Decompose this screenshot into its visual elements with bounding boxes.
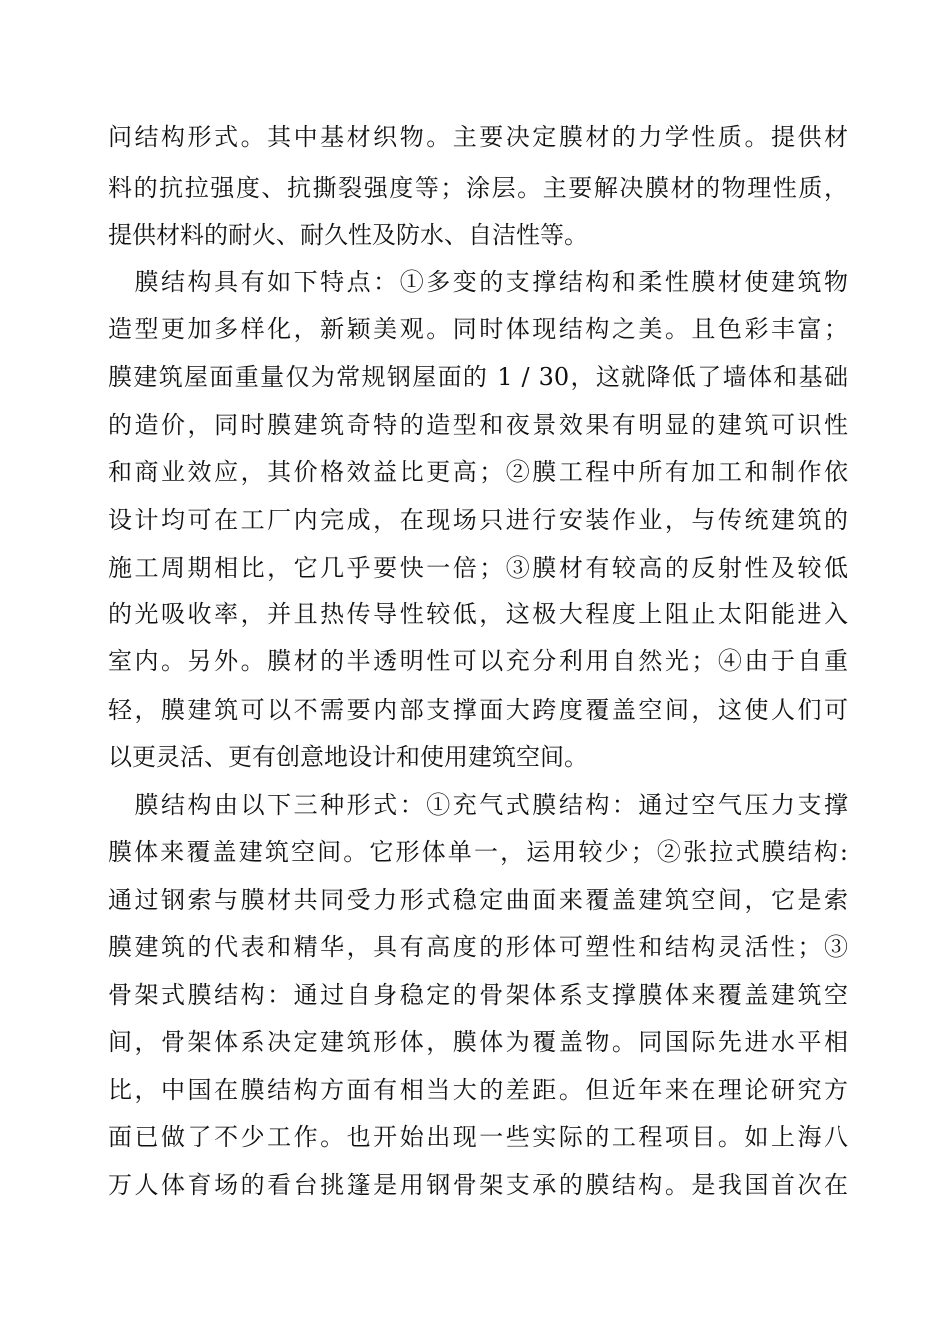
text-line: 万人体育场的看台挑篷是用钢骨架支承的膜结构。是我国首次在 <box>108 1171 848 1199</box>
text-line: 和商业效应，其价格效益比更高；②膜工程中所有加工和制作依 <box>108 458 848 486</box>
text-line: 的造价，同时膜建筑奇特的造型和夜景效果有明显的建筑可识性 <box>108 411 848 439</box>
text-line: 膜建筑屋面重量仅为常规钢屋面的 1 / 30，这就降低了墙体和基础 <box>108 363 848 391</box>
text-line: 以更灵活、更有创意地设计和使用建筑空间。 <box>108 743 588 771</box>
text-line: 料的抗拉强度、抗撕裂强度等；涂层。主要解决膜材的物理性质， <box>108 174 848 202</box>
text-line: 造型更加多样化，新颖美观。同时体现结构之美。且色彩丰富； <box>108 315 848 343</box>
text-line: 面已做了不少工作。也开始出现一些实际的工程项目。如上海八 <box>108 1123 848 1151</box>
text-line: 骨架式膜结构：通过自身稳定的骨架体系支撑膜体来覆盖建筑空 <box>108 981 848 1009</box>
text-line: 膜体来覆盖建筑空间。它形体单一，运用较少；②张拉式膜结构: <box>108 838 848 866</box>
text-line: 的光吸收率，并且热传导性较低，这极大程度上阻止太阳能进入 <box>108 600 848 628</box>
text-line: 室内。另外。膜材的半透明性可以充分利用自然光；④由于自重 <box>108 647 848 675</box>
text-line: 问结构形式。其中基材织物。主要决定膜材的力学性质。提供材 <box>108 123 848 151</box>
text-line: 轻，膜建筑可以不需要内部支撑面大跨度覆盖空间，这使人们可 <box>108 696 848 724</box>
text-line: 膜结构由以下三种形式：①充气式膜结构：通过空气压力支撑 <box>108 791 848 819</box>
text-line: 比，中国在膜结构方面有相当大的差距。但近年来在理论研究方 <box>108 1076 848 1104</box>
text-line: 施工周期相比，它几乎要快一倍；③膜材有较高的反射性及较低 <box>108 554 848 582</box>
text-line: 设计均可在工厂内完成，在现场只进行安装作业，与传统建筑的 <box>108 506 848 534</box>
text-line: 膜结构具有如下特点：①多变的支撑结构和柔性膜材使建筑物 <box>108 268 848 296</box>
text-line: 膜建筑的代表和精华，具有高度的形体可塑性和结构灵活性；③ <box>108 933 848 961</box>
text-line: 提供材料的耐火、耐久性及防水、自洁性等。 <box>108 221 588 249</box>
text-line: 通过钢索与膜材共同受力形式稳定曲面来覆盖建筑空间，它是索 <box>108 886 848 914</box>
text-line: 间，骨架体系决定建筑形体，膜体为覆盖物。同国际先进水平相 <box>108 1028 848 1056</box>
